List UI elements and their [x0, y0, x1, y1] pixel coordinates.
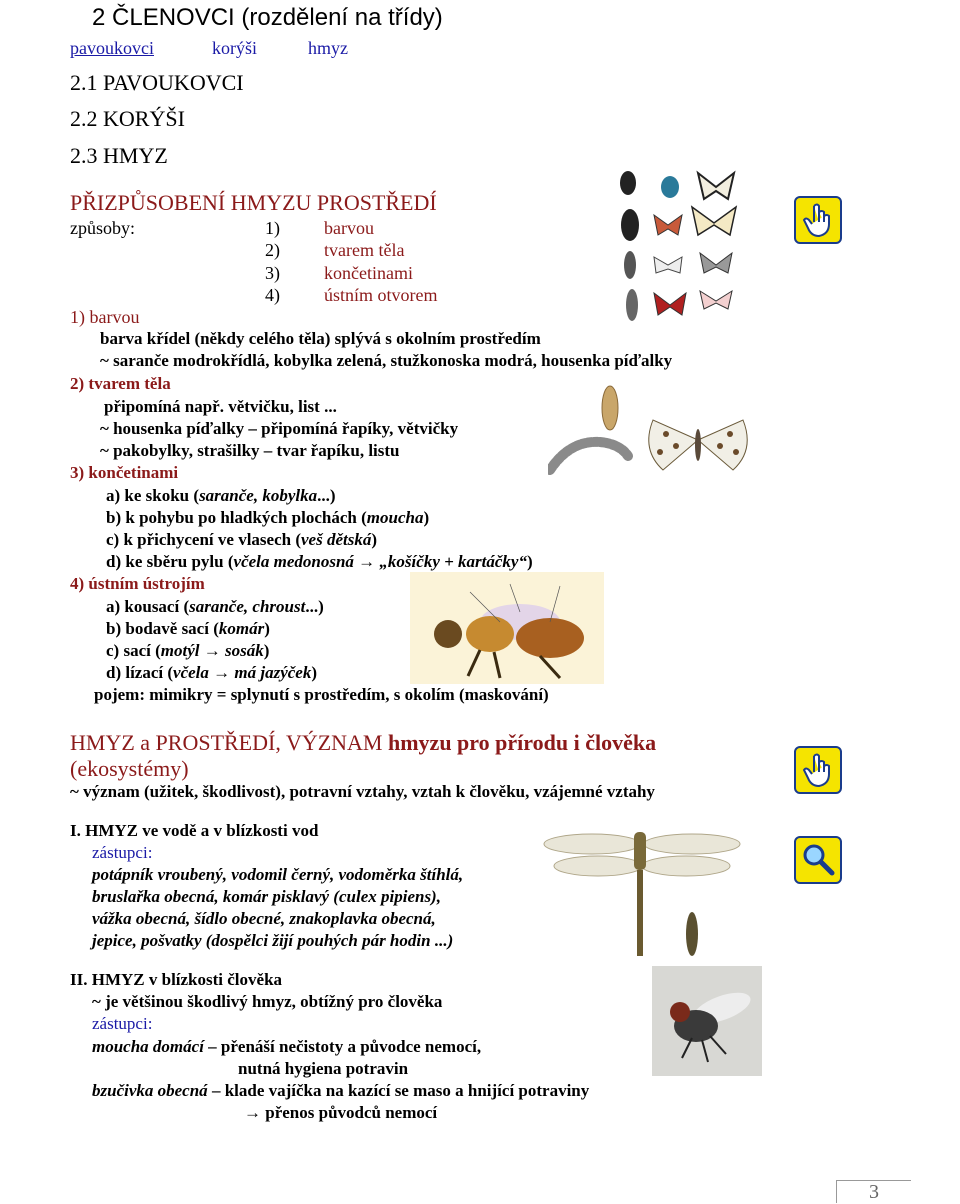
- way-4: ústním otvorem: [324, 285, 438, 305]
- section-2-1: 2.1 PAVOUKOVCI: [70, 70, 244, 95]
- color-heading: 1) barvou: [70, 307, 140, 327]
- blowfly-line: bzučivka obecná – klade vajíčka na kazící se maso a hnijící potraviny: [92, 1081, 590, 1100]
- mouth-b: b) bodavě sací (komár): [106, 619, 270, 638]
- human-heading: II. HMYZ v blízkosti člověka: [70, 970, 283, 989]
- housefly-line: moucha domácí – přenáší nečistoty a původce nemocí,: [92, 1037, 482, 1056]
- way-2: tvarem těla: [324, 240, 405, 260]
- way-num-3: 3): [265, 263, 280, 283]
- section-2-2: 2.2 KORÝŠI: [70, 106, 185, 131]
- ways-label: způsoby:: [70, 218, 135, 238]
- limbs-a: a) ke skoku (saranče, kobylka...): [106, 486, 336, 505]
- way-num-4: 4): [265, 285, 280, 305]
- way-3: končetinami: [324, 263, 413, 283]
- water-heading: I. HMYZ ve vodě a v blízkosti vod: [70, 821, 319, 840]
- mouth-heading: 4) ústním ústrojím: [70, 574, 205, 593]
- blowfly-line-2: → přenos původců nemocí: [244, 1103, 438, 1122]
- water-line-2: bruslařka obecná, komár pisklavý (culex pipiens),: [92, 887, 441, 906]
- environment-heading-2: (ekosystémy): [70, 756, 189, 781]
- mouth-a: a) kousací (saranče, chroust...): [106, 597, 324, 616]
- hand-pointer-icon: [794, 746, 842, 794]
- water-line-3: vážka obecná, šídlo obecné, znakoplavka obecná,: [92, 909, 436, 928]
- color-line-2: ~ saranče modrokřídlá, kobylka zelená, stužkonoska modrá, housenka píďalky: [100, 351, 673, 370]
- water-line-1: potápník vroubený, vodomil černý, vodoměrka štíhlá,: [92, 865, 464, 884]
- housefly-image: [652, 966, 762, 1076]
- caterpillar-moth-image: [548, 380, 748, 498]
- mouth-c: c) sací (motýl → sosák): [106, 641, 270, 660]
- limbs-b: b) k pohybu po hladkých plochách (moucha): [106, 508, 430, 527]
- environment-heading: HMYZ a PROSTŘEDÍ, VÝZNAM hmyzu pro přírodu i člověka: [70, 730, 657, 755]
- color-line-1: barva křídel (někdy celého těla) splývá s okolním prostředím: [100, 329, 541, 348]
- limbs-heading: 3) končetinami: [70, 463, 179, 482]
- limbs-c: c) k přichycení ve vlasech (veš dětská): [106, 530, 378, 549]
- environment-line: ~ význam (užitek, škodlivost), potravní vztahy, vztah k člověku, vzájemné vztahy: [70, 782, 655, 801]
- way-1: barvou: [324, 218, 374, 238]
- shape-line-1: připomíná např. větvičku, list ...: [104, 397, 337, 416]
- housefly-line-2: nutná hygiena potravin: [238, 1059, 409, 1078]
- mouth-d: d) lízací (včela → má jazýček): [106, 663, 318, 682]
- page-number: 3: [836, 1180, 911, 1203]
- class-label-hmyz: hmyz: [308, 38, 348, 58]
- hand-pointer-icon: [794, 196, 842, 244]
- class-label-koryši: korýši: [212, 38, 257, 58]
- way-num-2: 2): [265, 240, 280, 260]
- dragonfly-image: [542, 822, 742, 962]
- mimicry-concept: pojem: mimikry = splynutí s prostředím, s okolím (maskování): [94, 685, 549, 704]
- limbs-d: d) ke sběru pylu (včela medonosná → „košíčky + kartáčky“): [106, 552, 533, 571]
- section-2-3: 2.3 HMYZ: [70, 143, 168, 168]
- class-link-pavoukovci[interactable]: pavoukovci: [70, 38, 154, 58]
- shape-line-3: ~ pakobylky, strašilky – tvar řapíku, listu: [100, 441, 400, 460]
- shape-line-2: ~ housenka píďalky – připomíná řapíky, větvičky: [100, 419, 459, 438]
- water-representatives-label: zástupci:: [92, 843, 153, 862]
- insect-collage-image: [610, 165, 748, 333]
- adaptation-heading: PŘIZPŮSOBENÍ HMYZU PROSTŘEDÍ: [70, 190, 437, 215]
- shape-heading: 2) tvarem těla: [70, 374, 171, 393]
- human-representatives-label: zástupci:: [92, 1014, 153, 1033]
- way-num-1: 1): [265, 218, 280, 238]
- human-line-1: ~ je většinou škodlivý hmyz, obtížný pro člověka: [92, 992, 443, 1011]
- water-line-4: jepice, pošvatky (dospělci žijí pouhých pár hodin ...): [92, 931, 454, 950]
- page-title: 2 ČLENOVCI (rozdělení na třídy): [92, 4, 443, 31]
- bee-anatomy-image: [410, 572, 604, 684]
- magnifier-icon: [794, 836, 842, 884]
